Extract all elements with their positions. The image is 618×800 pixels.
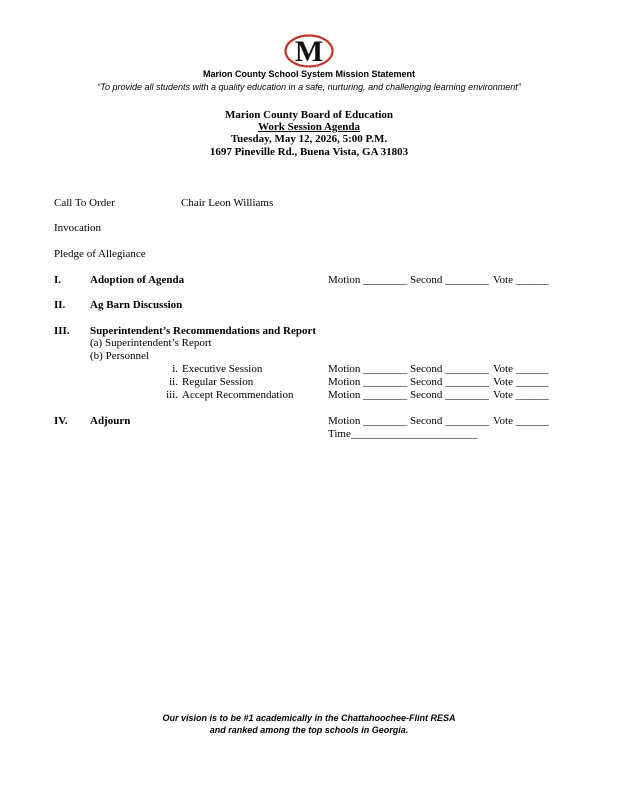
sub-item-a: (a) Superintendent’s Report <box>90 337 212 349</box>
second-field: Second ________ <box>410 389 490 401</box>
sub-item-executive-session: Executive Session <box>182 363 263 375</box>
motion-field: Motion ________ <box>328 274 408 286</box>
item-title-adoption: Adoption of Agenda <box>90 274 185 286</box>
item-title-adjourn: Adjourn <box>90 415 131 427</box>
motion-field: Motion ________ <box>328 389 408 401</box>
logo-letter: M <box>294 35 324 68</box>
invocation: Invocation <box>54 222 102 234</box>
doc-title: Work Session Agenda <box>257 121 361 133</box>
mission-statement: “To provide all students with a quality education in a safe, nurturing, and challenging learning environment” <box>97 82 521 92</box>
sub-item-accept-recommendation: Accept Recommendation <box>182 389 294 401</box>
item-title-ag-barn: Ag Barn Discussion <box>90 299 183 311</box>
motion-field: Motion ________ <box>328 376 408 388</box>
vote-field: Vote ______ <box>493 376 549 388</box>
second-field: Second ________ <box>410 376 490 388</box>
roman-numeral: ii. <box>169 376 178 388</box>
pledge-of-allegiance: Pledge of Allegiance <box>54 248 146 260</box>
time-field: Time_______________________ <box>328 428 478 440</box>
org-title: Marion County Board of Education <box>224 109 394 121</box>
meeting-datetime: Tuesday, May 12, 2026, 5:00 P.M. <box>230 133 388 145</box>
second-field: Second ________ <box>410 363 490 375</box>
second-field: Second ________ <box>410 274 490 286</box>
motion-field: Motion ________ <box>328 415 408 427</box>
chair-name: Chair Leon Williams <box>181 197 274 209</box>
vote-field: Vote ______ <box>493 415 549 427</box>
sub-item-regular-session: Regular Session <box>182 376 254 388</box>
vote-field: Vote ______ <box>493 389 549 401</box>
item-number: II. <box>54 299 66 311</box>
school-logo-icon <box>284 34 334 68</box>
vote-field: Vote ______ <box>493 274 549 286</box>
vote-field: Vote ______ <box>493 363 549 375</box>
item-title-superintendent: Superintendent’s Recommendations and Report <box>90 325 317 337</box>
vision-statement-line2: and ranked among the top schools in Georgia. <box>209 725 409 735</box>
call-to-order: Call To Order <box>54 197 115 209</box>
vision-statement-line1: Our vision is to be #1 academically in the Chattahoochee-Flint RESA <box>162 713 456 723</box>
mission-title: Marion County School System Mission Statement <box>202 69 416 79</box>
item-number: III. <box>54 325 70 337</box>
item-number: IV. <box>54 415 68 427</box>
roman-numeral: i. <box>172 363 178 375</box>
motion-field: Motion ________ <box>328 363 408 375</box>
second-field: Second ________ <box>410 415 490 427</box>
meeting-address: 1697 Pineville Rd., Buena Vista, GA 31803 <box>209 146 409 158</box>
item-number: I. <box>54 274 62 286</box>
roman-numeral: iii. <box>166 389 178 401</box>
sub-item-b: (b) Personnel <box>90 350 149 362</box>
